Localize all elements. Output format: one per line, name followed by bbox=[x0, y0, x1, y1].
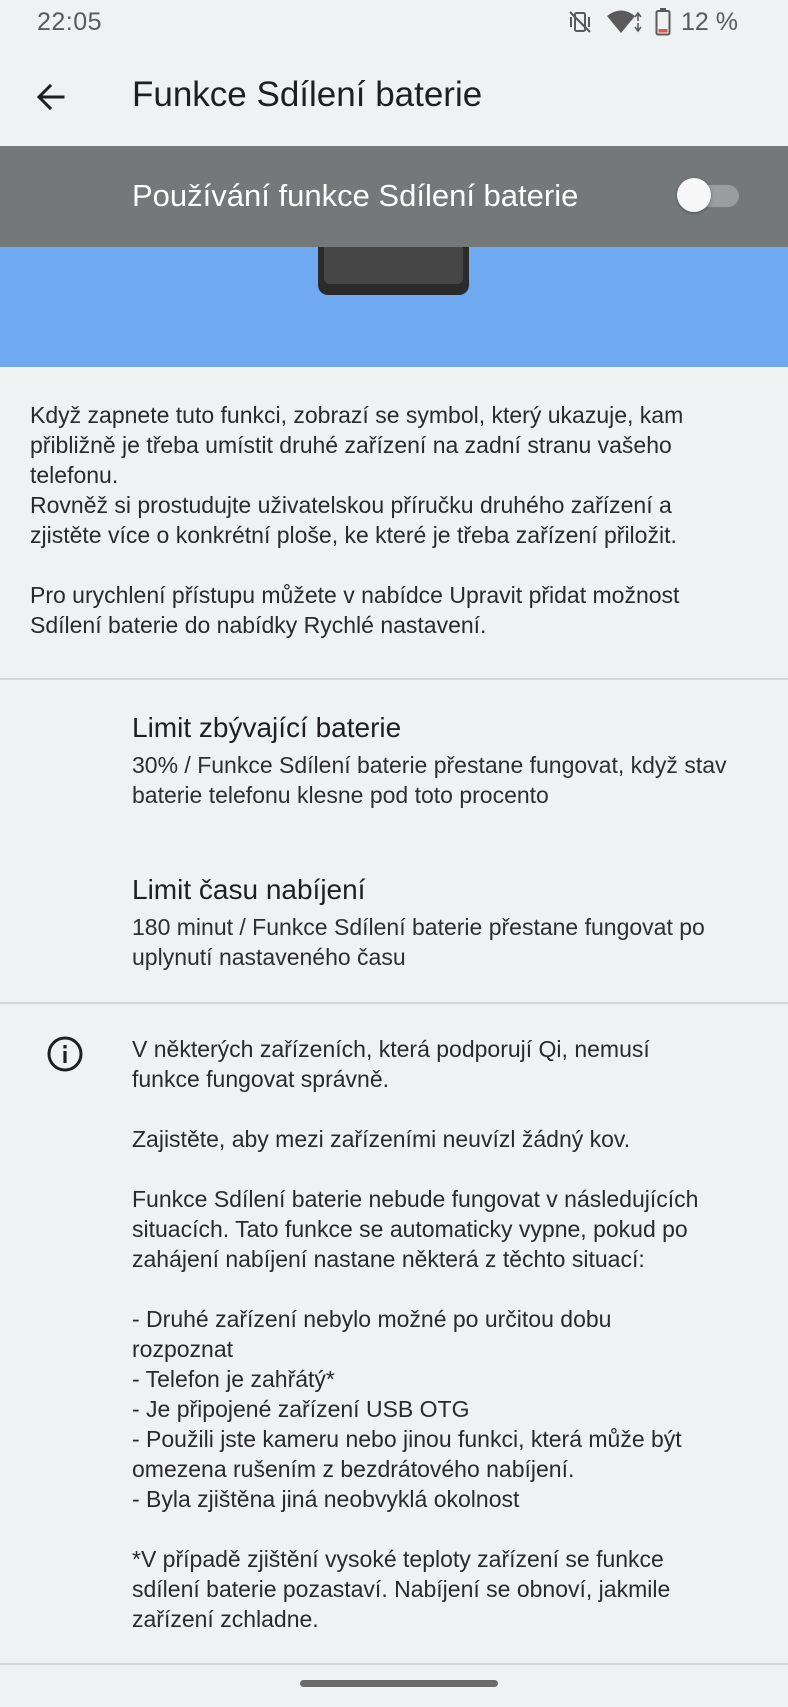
arrow-left-icon bbox=[35, 81, 67, 113]
main-toggle-bar[interactable] bbox=[0, 146, 788, 247]
status-icons bbox=[567, 8, 738, 36]
phone-illustration bbox=[318, 247, 469, 295]
switch-thumb bbox=[677, 178, 711, 212]
setting-remaining-battery-limit[interactable] bbox=[0, 712, 788, 832]
wifi-icon bbox=[605, 9, 643, 35]
gesture-nav-handle[interactable] bbox=[300, 1680, 498, 1687]
info-paragraph: V některých zařízeních, která podporují Qi, nemusí funkce fungovat správně. bbox=[132, 1036, 650, 1092]
illustration bbox=[0, 247, 788, 367]
setting-summary: 180 minut / Funkce Sdílení baterie přestane fungovat po uplynutí nastaveného času bbox=[132, 914, 705, 970]
back-button[interactable] bbox=[24, 70, 78, 124]
divider bbox=[0, 678, 788, 680]
info-paragraph: Zajistěte, aby mezi zařízeními neuvízl žádný kov. bbox=[132, 1126, 631, 1152]
description-text bbox=[30, 400, 760, 640]
info-text bbox=[132, 1034, 772, 1634]
setting-charging-time-limit[interactable] bbox=[0, 874, 788, 994]
info-paragraph: Funkce Sdílení baterie nebude fungovat v následujících situacích. Tato funkce se automaticky vypne, pokud po zahájení nabíjení nastane některá z těchto situací: bbox=[132, 1186, 699, 1272]
setting-title: Limit času nabíjení bbox=[132, 874, 366, 905]
setting-summary: 30% / Funkce Sdílení baterie přestane fungovat, když stav baterie telefonu klesne pod toto procento bbox=[132, 752, 727, 808]
info-icon bbox=[46, 1035, 84, 1073]
setting-title: Limit zbývající baterie bbox=[132, 712, 402, 743]
battery-low-icon bbox=[655, 8, 671, 36]
description-paragraph: Pro urychlení přístupu můžete v nabídce Upravit přidat možnost Sdílení baterie do nabídky Rychlé nastavení. bbox=[30, 582, 680, 638]
info-paragraph: - Druhé zařízení nebylo možné po určitou dobu rozpoznat - Telefon je zahřátý* - Je připojené zařízení USB OTG - Použili jste kameru nebo jinou funkci, která může být omezena rušením z bezdrátového nabíjení. - Byla zjištěna jiná neobvyklá okolnost bbox=[132, 1306, 682, 1512]
main-toggle-switch[interactable] bbox=[677, 183, 739, 207]
divider bbox=[0, 1002, 788, 1004]
app-bar bbox=[0, 44, 788, 146]
main-toggle-label: Používání funkce Sdílení baterie bbox=[132, 178, 579, 213]
description-paragraph: Když zapnete tuto funkci, zobrazí se symbol, který ukazuje, kam přibližně je třeba umístit druhé zařízení na zadní stranu vašeho telefonu. Rovněž si prostudujte uživatelskou příručku druhého zařízení a zjistěte více o konkrétní ploše, ke které je třeba zařízení přiložit. bbox=[30, 402, 684, 548]
page-title: Funkce Sdílení baterie bbox=[132, 75, 483, 114]
status-bar bbox=[0, 0, 788, 44]
divider bbox=[0, 1663, 788, 1665]
phone-screen bbox=[324, 247, 463, 284]
info-paragraph: *V případě zjištění vysoké teploty zařízení se funkce sdílení baterie pozastaví. Nabíjení se obnoví, jakmile zařízení zchladne. bbox=[132, 1546, 671, 1632]
vibrate-off-icon bbox=[567, 9, 593, 35]
status-time: 22:05 bbox=[37, 8, 103, 36]
battery-percent: 12 % bbox=[681, 7, 738, 36]
